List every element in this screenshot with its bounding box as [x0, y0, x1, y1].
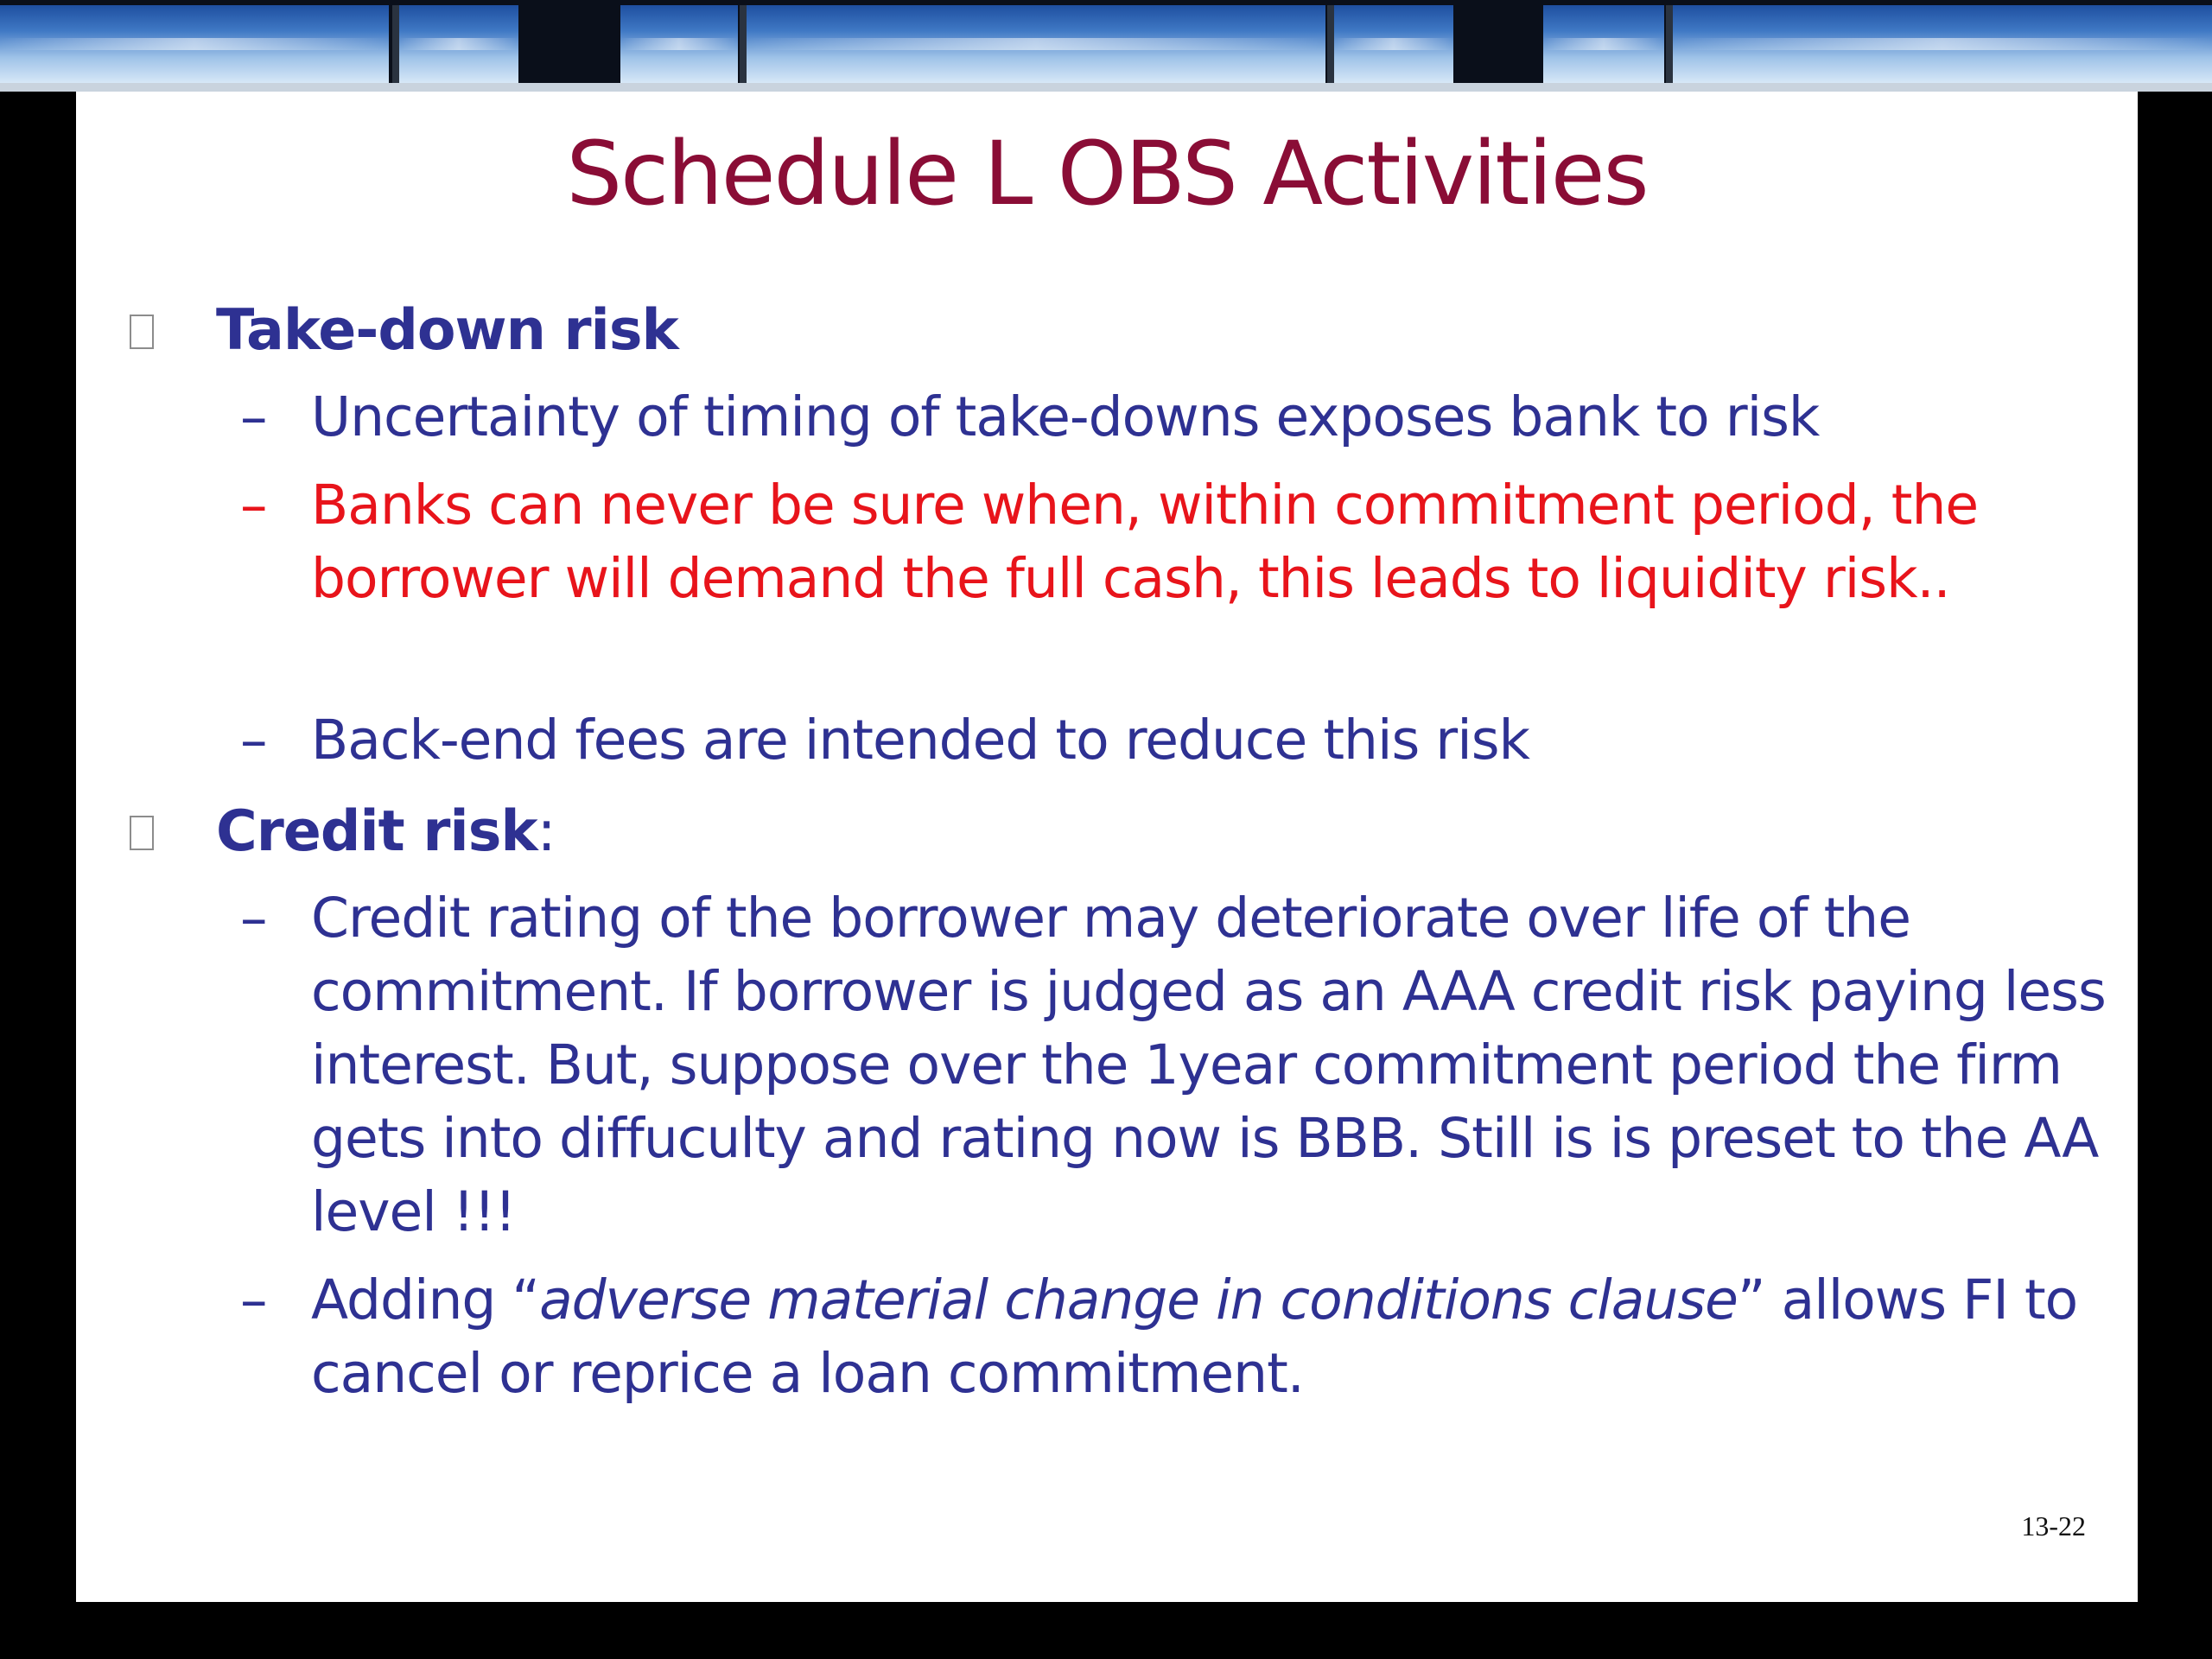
window-mullion [392, 5, 399, 90]
slide-title: Schedule L OBS Activities [566, 123, 1648, 226]
section-heading: Take-down risk [216, 298, 678, 363]
window-pane [1543, 5, 1664, 90]
header-banner [0, 0, 2212, 92]
window-mullion [740, 5, 747, 90]
window-pane [0, 5, 389, 90]
window-pane [747, 5, 1325, 90]
window-mullion [1327, 5, 1334, 90]
square-bullet-icon [130, 315, 154, 349]
dash-bullet-icon: – [240, 1268, 267, 1332]
window-pane [1673, 5, 2212, 90]
slide-card [76, 92, 2138, 1602]
dash-bullet-icon: – [240, 474, 267, 537]
window-pane [620, 5, 738, 90]
list-item-text: Banks can never be sure when, within commitment period, the borrower will demand the full cash, this leads to liquidity risk.. [311, 474, 1979, 610]
section-heading: Credit risk: [216, 799, 556, 864]
list-item-text: Credit rating of the borrower may deteriorate over life of the commitment. If borrower is judged as an AAA credit risk paying less interest. But, suppose over the 1year commitment period the firm gets into diffuculty and rating now is BBB. Still is is preset to the AA level !!! [311, 887, 2106, 1243]
dash-bullet-icon: – [240, 887, 267, 950]
dash-bullet-icon: – [240, 709, 267, 772]
italic-clause: adverse material change in conditions clause [539, 1268, 1738, 1332]
list-item-text: Uncertainty of timing of take-downs exposes bank to risk [311, 385, 1820, 448]
list-item-text: Back-end fees are intended to reduce this risk [311, 709, 1530, 772]
window-pane [399, 5, 518, 90]
list-item-text: Adding “adverse material change in conditions clause” allows FI to cancel or reprice a loan commitment. [311, 1268, 2078, 1405]
square-bullet-icon [130, 816, 154, 850]
dash-bullet-icon: – [240, 385, 267, 448]
window-pane [1334, 5, 1453, 90]
banner-ledge [0, 83, 2212, 92]
slide-number: 13-22 [2021, 1510, 2086, 1541]
window-mullion [1666, 5, 1673, 90]
